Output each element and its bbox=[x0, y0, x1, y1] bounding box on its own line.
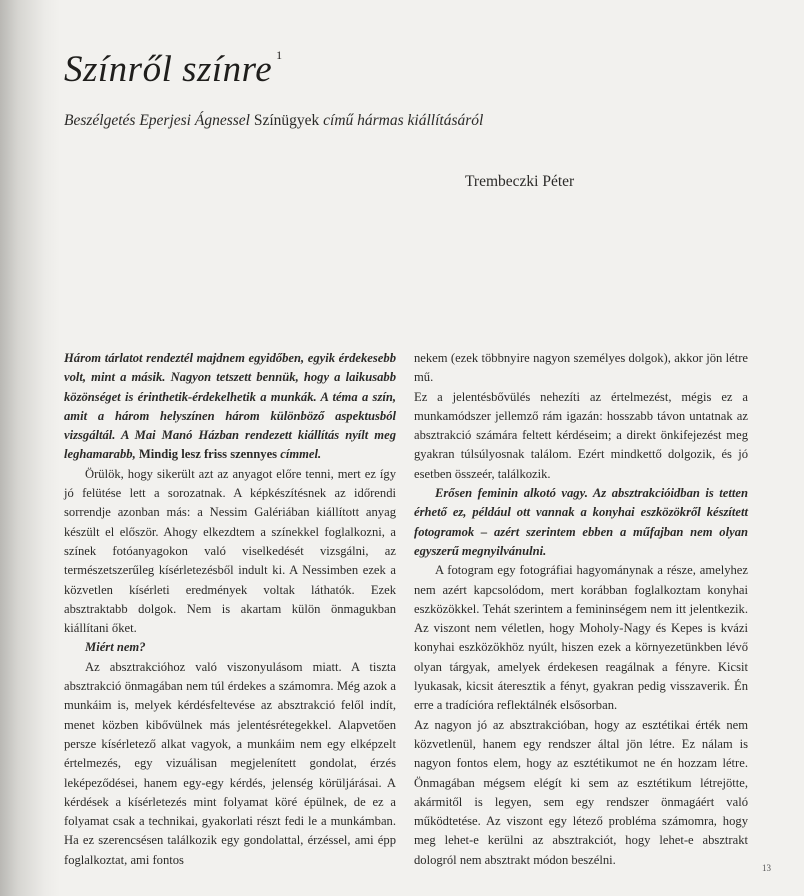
question-2: Miért nem? bbox=[85, 640, 146, 655]
title-text: Színről színre bbox=[64, 49, 273, 90]
subtitle-part-1: Beszélgetés Eperjesi Ágnessel bbox=[64, 112, 250, 129]
page-number: 13 bbox=[762, 863, 771, 873]
question-3: Erősen feminin alkotó vagy. Az absztrakcióidban is tetten érhető ez, például ott vannak a konyhai eszközökről készített fotogramok – azért szerintem ebben a műfajban nem olyan egyszerű megnyilvánulni. bbox=[414, 486, 748, 558]
question-1 bbox=[64, 349, 396, 465]
article-title bbox=[64, 48, 283, 91]
left-column bbox=[64, 349, 396, 870]
author-byline: Trembeczki Péter bbox=[465, 173, 575, 190]
answer-2-continued: nekem (ezek többnyire nagyon személyes dolgok), akkor jön létre mű. bbox=[414, 351, 748, 385]
article-subtitle bbox=[64, 112, 483, 130]
question-1-text: Három tárlatot rendeztél majdnem egyidőben, egyik érdekesebb volt, mint a másik. Nagyon tetszett bennük, hogy a laikusabb közönséget is érinthetik-érdekelhetik a munkák. A téma a szín, amit a három helyszínen három különböző aspektusból vizsgáltál. A Mai Manó Házban rendezett kiállítás nyílt meg leghamarabb, bbox=[64, 351, 396, 462]
exhibition-title: Mindig lesz friss szennyes bbox=[138, 447, 278, 462]
subtitle-part-3: című hármas kiállításáról bbox=[323, 112, 484, 129]
title-footnote-marker: 1 bbox=[276, 48, 283, 62]
exhibition-name: Színügyek bbox=[253, 112, 320, 129]
right-column bbox=[414, 349, 748, 870]
question-1-end: címmel. bbox=[280, 447, 322, 462]
binding-gutter-shadow bbox=[0, 0, 60, 896]
answer-2: Az absztrakcióhoz való viszonyulásom miatt. A tiszta absztrakció önmagában nem túl érdekes a számomra. Még azok a munkáim is, melyek kérdésfeltevése az absztrakció felől indít, menet közben kibővülnek más jelentésrétegekkel. Alapvetően persze kísérletező alkat vagyok, a munkáim nem egy elképzelt értelmezés, egy vizuálisan megjelenített gondolat, érzés leképeződései, hanem egy-egy kérdés, jelenség körüljárásai. A kérdések a kísérletezés mint folyamat köré épülnek, de ez a folyamat csak a technikai, gyakorlati részt fedi le a munkámban. Ha ez szerencsésen találkozik egy gondolattal, érzéssel, ami épp foglalkoztat, ami fontos bbox=[64, 659, 396, 867]
answer-3: A fotogram egy fotográfiai hagyománynak a része, amelyhez nem azért kapcsolódom, mert korábban foglalkoztam konyhai eszközökkel. Tehát szerintem a femininségem nem itt jelentkezik. Az viszont nem véletlen, hogy Moholy-Nagy és Kepes is kvázi konyhai eszközökhöz nyúlt, hiszen ezek a környezetünkben lévő olyan tárgyak, amelyek érdekesen reagálnak a fényre. Kicsit lyukasak, kicsit áteresztik a fényt, gyakran pedig visszaverik. Én erre a tradícióra reflektálnék elsősorban. bbox=[414, 563, 748, 713]
answer-1: Örülök, hogy sikerült azt az anyagot előre tenni, mert ez így jó felütése lett a sorozatnak. A képkészítésnek az időrendi sorrendje azonban más: a Nessim Galériában kiállított anyag készült el először. Ahogy elkezdtem a színekkel foglalkozni, a színek fotóanyagokon való viselkedését vizsgálni, az természetszerűleg kísérletezésből indult ki. A Nessimben ezek a közvetlen kísérleti eredmények voltak láthatók. Ezek absztraktabb dolgok. Nem is akartam külön önmagukban kiállítani őket. bbox=[64, 466, 396, 636]
answer-3-paragraph-2: Az nagyon jó az absztrakcióban, hogy az esztétikai érték nem közvetlenül, hanem egy rendszer által jön létre. Ez nálam is nagyon fontos elem, hogy az esztétikumot ne én hozzam létre. Önmagában mégsem elégít ki sem az esztétikum létrejötte, akármitől is legyen, sem egy rendszer önmagáért való működtetése. Az viszont egy létező probléma számomra, hogy meg lehet-e kerülni az absztrakciót, hogy lehet-e absztrakt dologról nem absztrakt módon beszélni. bbox=[414, 717, 748, 867]
answer-2-paragraph-2: Ez a jelentésbővülés nehezíti az értelmezést, mégis ez a munkamódszer jellemző rám igazán: hosszabb távon untatnak az absztrakció számára feltett kérdéseim; a direkt önkifejezést meg gyakran túlsúlyosnak találom. Ezért mindkettő dolgozik, és jó esetben összeér, találkozik. bbox=[414, 389, 748, 481]
